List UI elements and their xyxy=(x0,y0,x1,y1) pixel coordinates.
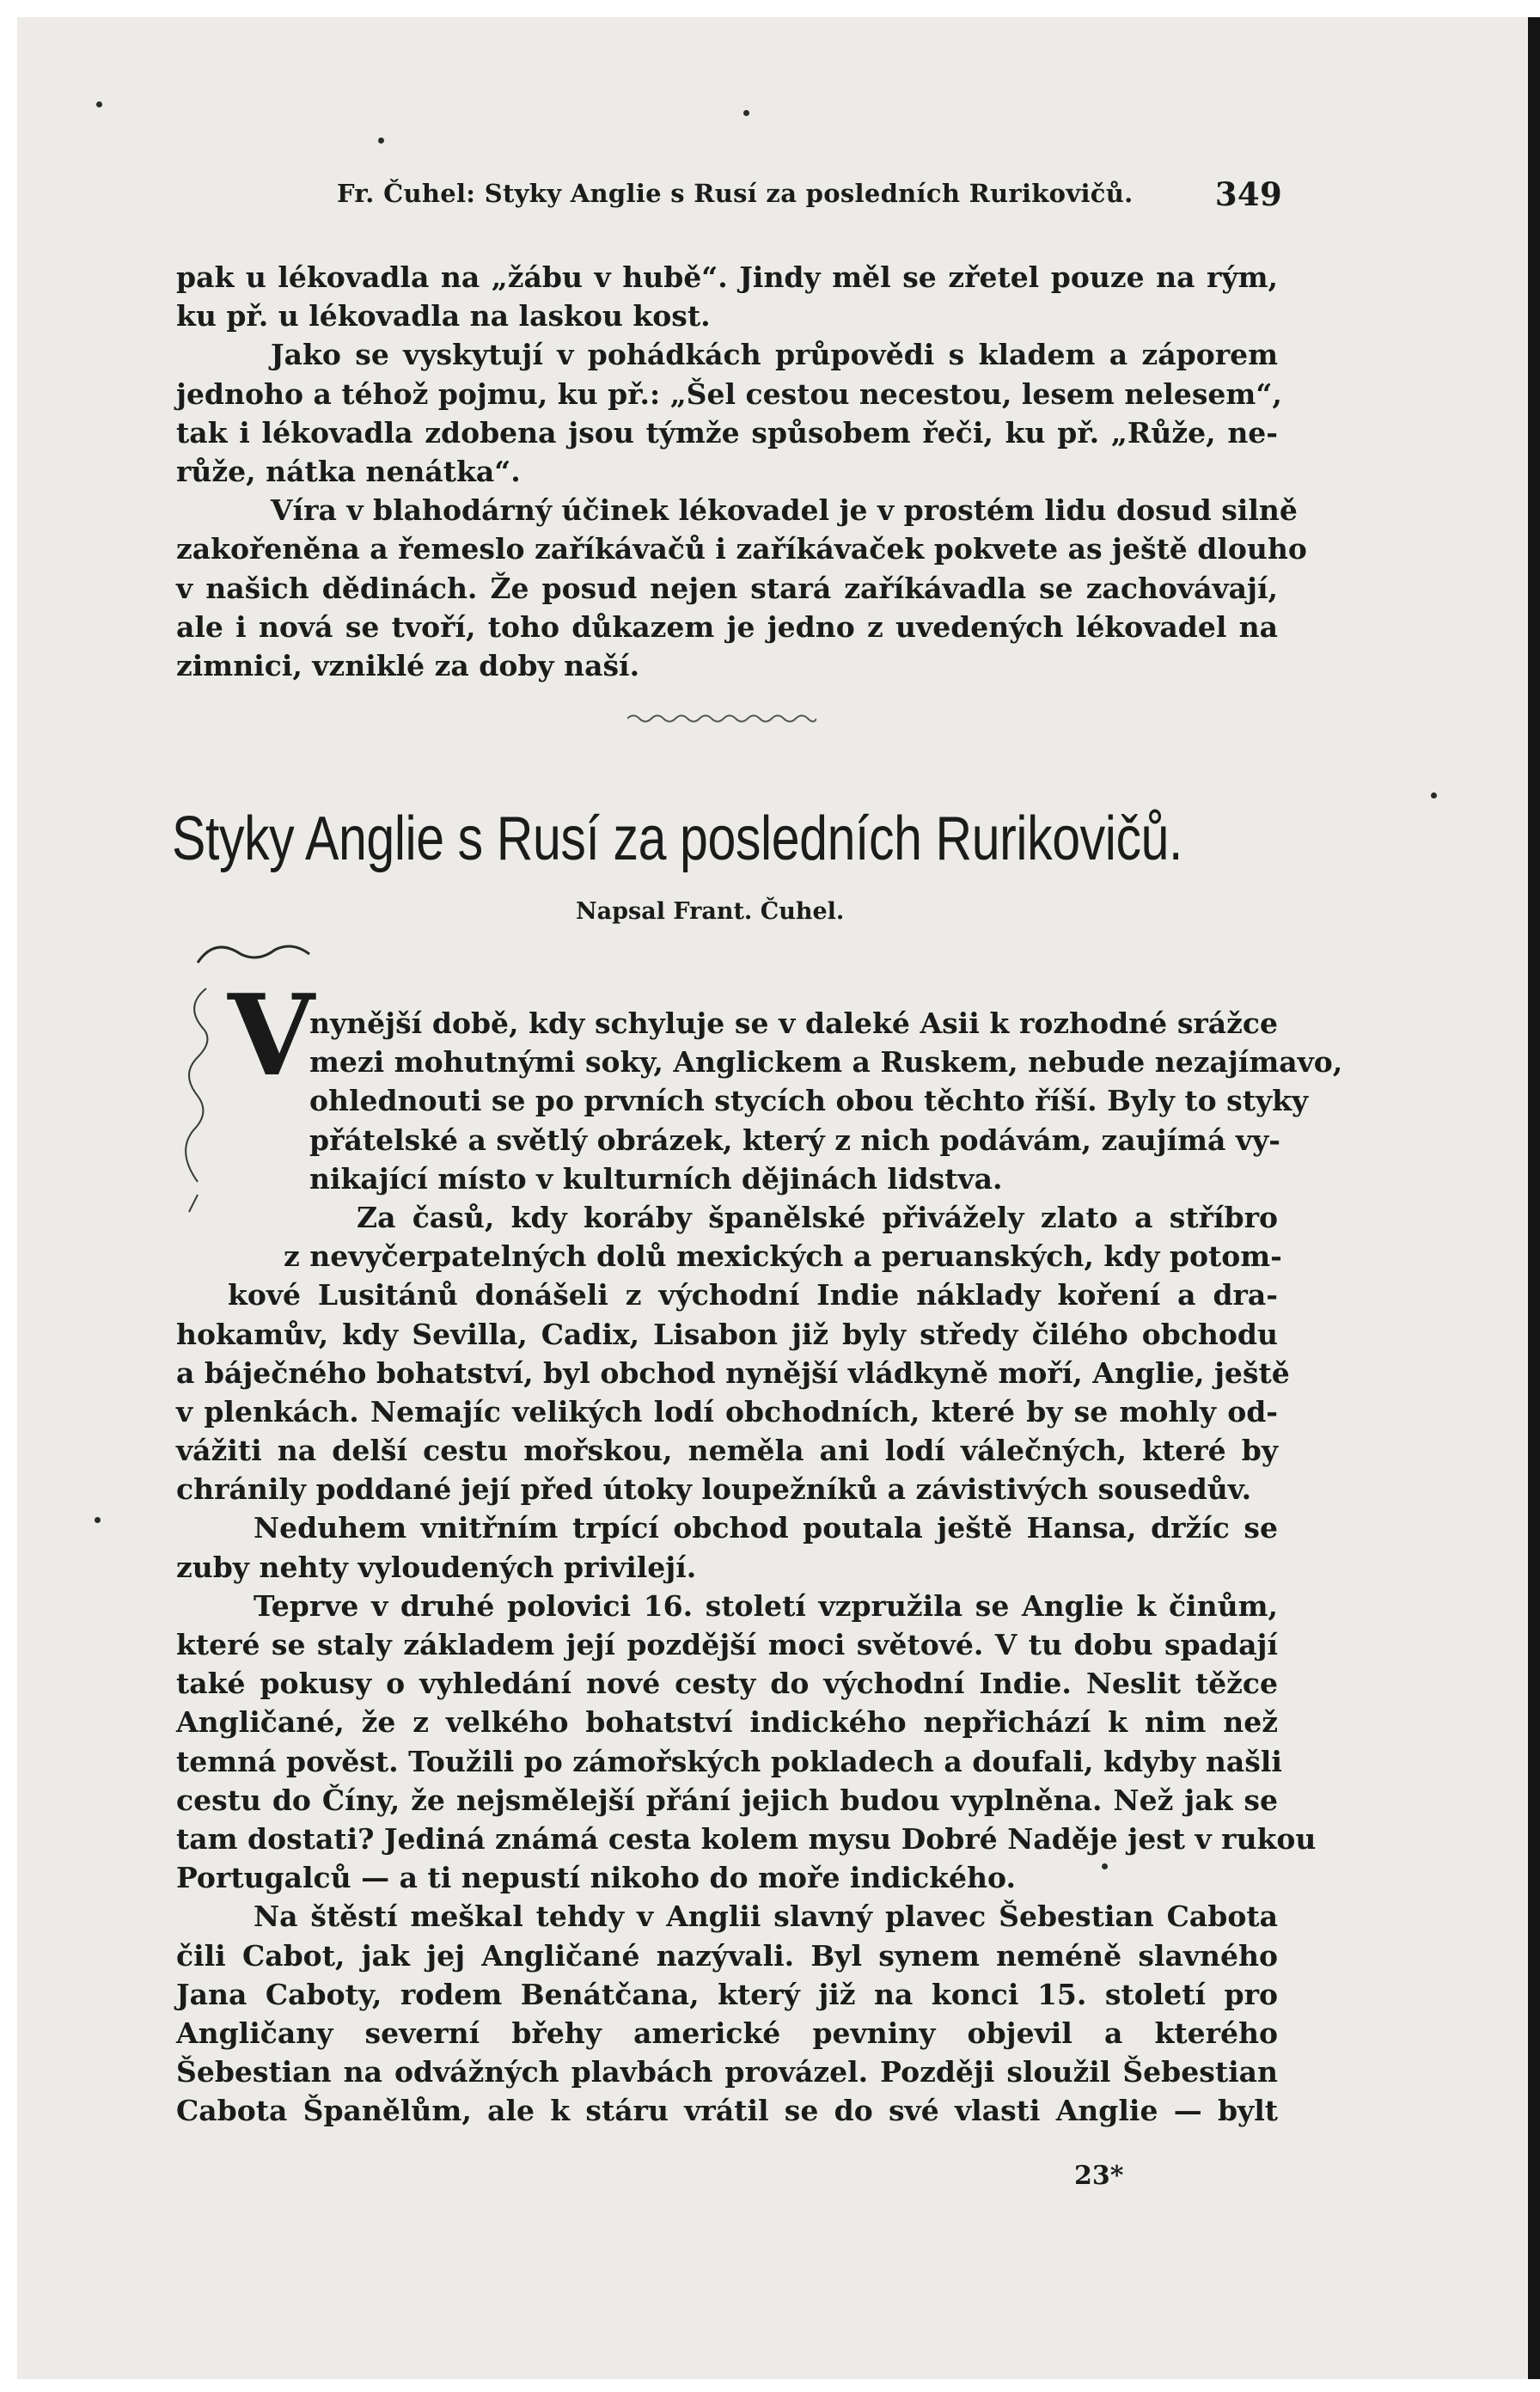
text-line: mezi mohutnými soky, Anglickem a Ruskem, nebude nezajímavo, xyxy=(309,1045,1343,1080)
text-line: pak u lékovadla na „žábu v hubě“. Jindy měl se zřetel pouze na rým, xyxy=(176,260,1278,294)
text-line: hokamův, kdy Sevilla, Cadix, Lisabon již byly středy čilého obchodu xyxy=(176,1317,1278,1351)
text-line: Šebestian na odvážných plavbách provázel. Později sloužil Šebestian xyxy=(176,2055,1278,2089)
text-line: jednoho a téhož pojmu, ku př.: „Šel cestou necestou, lesem nelesem“, xyxy=(176,376,1282,411)
signature-mark: 23* xyxy=(1074,2161,1124,2191)
running-header xyxy=(337,175,1282,217)
text-line: temná pověst. Toužili po zámořských pokladech a doufali, kdyby našli xyxy=(176,1744,1282,1778)
text-line: Cabota Španělům, ale k stáru vrátil se do své vlasti Anglie — bylt xyxy=(176,2094,1278,2128)
text-line: Jako se vyskytují v pohádkách průpovědi s kladem a záporem xyxy=(271,338,1278,372)
text-line: ale i nová se tvoří, toho důkazem je jedno z uvedených lékovadel na xyxy=(176,609,1278,644)
text-line: Portugalců — a ti nepustí nikoho do moře indického. xyxy=(176,1861,1016,1895)
text-line: ohlednouti se po prvních stycích obou těchto říší. Byly to styky xyxy=(309,1084,1309,1118)
article-body xyxy=(176,1004,1343,2130)
text-line: Neduhem vnitřním trpící obchod poutala ještě Hansa, držíc se xyxy=(254,1511,1278,1545)
print-speck xyxy=(378,138,384,144)
running-title: Fr. Čuhel: Styky Anglie s Rusí za posledních Rurikovičů. xyxy=(337,179,1134,208)
print-speck xyxy=(1102,1863,1108,1869)
text-line: které se staly základem její pozdější moci světové. V tu dobu spadají xyxy=(176,1628,1278,1661)
print-speck xyxy=(1431,792,1437,798)
ornament-scroll xyxy=(198,946,309,963)
text-line: růže, nátka nenátka“. xyxy=(176,454,521,488)
text-line: tam dostati? Jediná známá cesta kolem mysu Dobré Naděje jest v rukou xyxy=(176,1821,1317,1856)
article-byline: Napsal Frant. Čuhel. xyxy=(576,898,845,925)
print-speck xyxy=(96,101,102,107)
page-number: 349 xyxy=(1214,175,1282,213)
text-line: zimnici, vzniklé za doby naší. xyxy=(176,648,640,682)
drop-cap-letter: V xyxy=(228,970,315,1101)
text-line: nikající místo v kulturních dějinách lidstva. xyxy=(309,1161,1003,1196)
text-line: vážiti na delší cestu mořskou, neměla ani lodí válečných, které by xyxy=(176,1434,1278,1468)
text-line: nynější době, kdy schyluje se v daleké Asii k rozhodné srážce xyxy=(309,1006,1278,1040)
text-line: ku př. u lékovadla na laskou kost. xyxy=(176,299,711,333)
intro-text xyxy=(176,258,1307,685)
text-line: chránily poddané její před útoky loupežníků a závistivých sousedův. xyxy=(176,1472,1252,1507)
text-line: Jana Caboty, rodem Benátčana, který již na konci 15. století pro xyxy=(176,1977,1278,2011)
text-line: v plenkách. Nemajíc velikých lodí obchodních, které by se mohly od- xyxy=(176,1394,1278,1428)
text-line: Víra v blahodárný účinek lékovadel je v prostém lidu dosud silně xyxy=(271,493,1298,528)
text-line: zakořeněna a řemeslo zaříkávačů i zaříkávaček pokvete as ještě dlouho xyxy=(176,532,1307,566)
print-speck xyxy=(743,110,749,116)
text-line: kové Lusitánů donášeli z východní Indie náklady koření a dra- xyxy=(228,1278,1278,1312)
text-line: cestu do Číny, že nejsmělejší přání jejich budou vyplněna. Než jak se xyxy=(176,1783,1278,1817)
text-line: tak i lékovadla zdobena jsou týmže spůsobem řeči, ku př. „Růže, ne- xyxy=(176,415,1278,450)
print-speck xyxy=(95,1517,101,1523)
article-title: Styky Anglie s Rusí za posledních Rurikovičů. xyxy=(172,804,1183,873)
text-line: přátelské a světlý obrázek, který z nich podávám, zaujímá vy- xyxy=(309,1123,1280,1157)
text-line: Teprve v druhé polovici 16. století vzpružila se Anglie k činům, xyxy=(254,1588,1278,1623)
text-line: Na štěstí meškal tehdy v Anglii slavný plavec Šebestian Cabota xyxy=(254,1900,1278,1934)
text-line: zuby nehty vyloudených privilejí. xyxy=(176,1550,697,1584)
text-line: Angličany severní břehy americké pevniny objevil a kterého xyxy=(176,2016,1278,2050)
section-divider-ornament xyxy=(627,712,816,725)
text-line: také pokusy o vyhledání nové cesty do východní Indie. Neslit těžce xyxy=(176,1667,1278,1701)
text-line: Angličané, že z velkého bohatství indického nepřichází k nim než xyxy=(176,1705,1278,1740)
text-line: Za časů, kdy koráby španělské přivážely zlato a stříbro xyxy=(357,1200,1278,1234)
text-line: a báječného bohatství, byl obchod nynější vládkyně moří, Anglie, ještě xyxy=(176,1355,1290,1390)
text-line: v našich dědinách. Že posud nejen stará zaříkávadla se zachovávají, xyxy=(176,571,1278,605)
text-line: z nevyčerpatelných dolů mexických a peruanských, kdy potom- xyxy=(284,1239,1282,1274)
text-line: čili Cabot, jak jej Angličané nazývali. Byl synem neméně slavného xyxy=(176,1938,1278,1973)
